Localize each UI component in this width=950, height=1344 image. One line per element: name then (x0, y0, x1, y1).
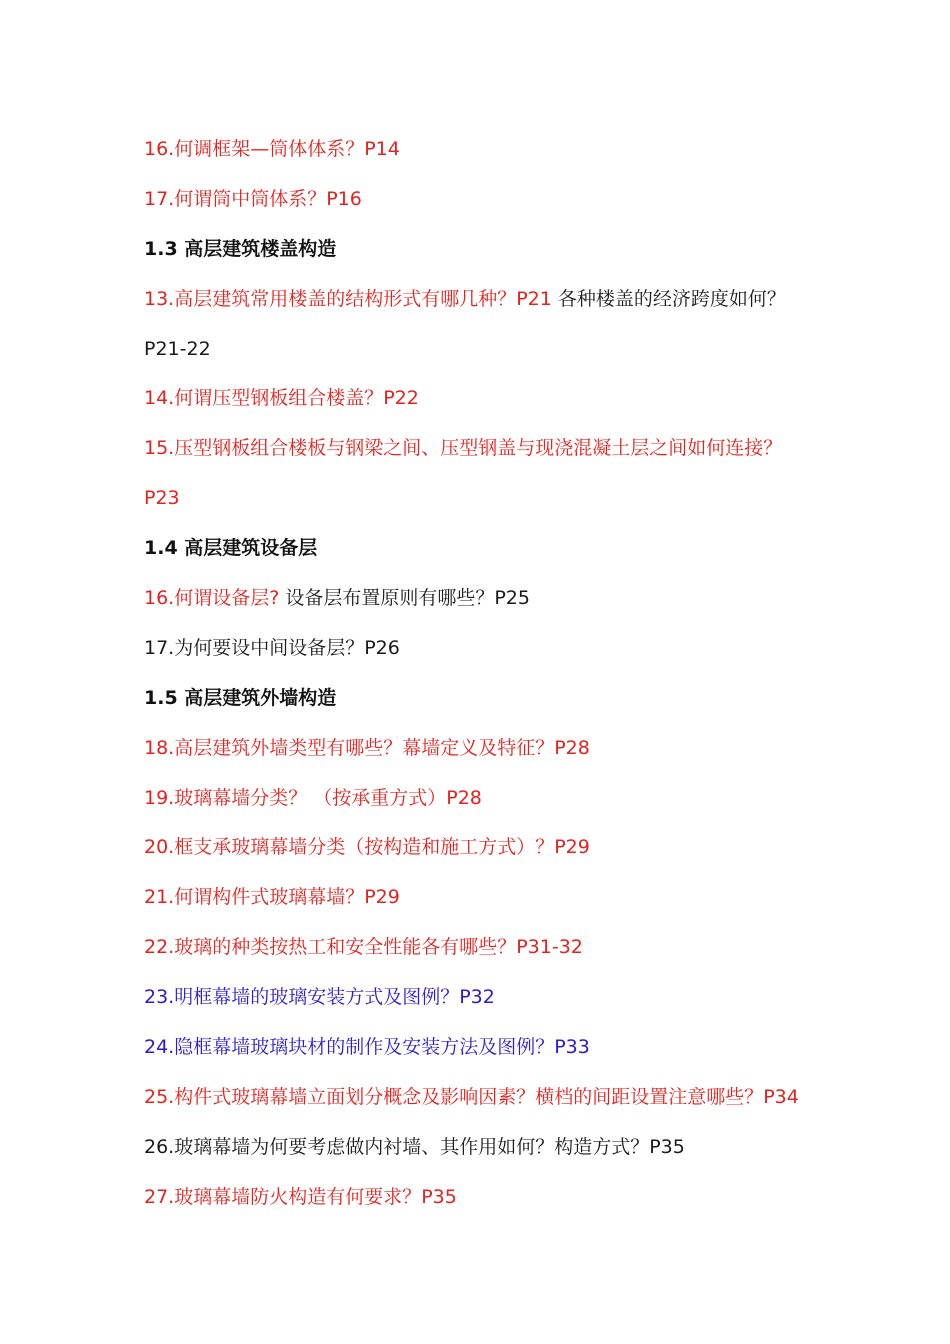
question-text: 14.何谓压型钢板组合楼盖？P22 (144, 387, 419, 410)
page-reference: P21-22 (144, 337, 211, 360)
question-text: 16.何调框架—筒体体系？P14 (144, 138, 400, 160)
question-text: 15.压型钢板组合楼板与钢梁之间、压型钢盖与现浇混凝土层之间如何连接？ (144, 437, 783, 460)
section-title: 1.4 高层建筑设备层 (144, 537, 318, 560)
question-text: 19.玻璃幕墙分类？ （按承重方式）P28 (144, 786, 482, 809)
section-title: 1.3 高层建筑楼盖构造 (144, 237, 337, 260)
question-text: 24.隐框幕墙玻璃块材的制作及安装方法及图例？P33 (144, 1036, 590, 1059)
question-text: 21.何谓构件式玻璃幕墙？P29 (144, 886, 400, 909)
question-text: 25.构件式玻璃幕墙立面划分概念及影响因素？横档的间距设置注意哪些？P34 (144, 1085, 799, 1108)
question-text: 17.为何要设中间设备层？P26 (144, 636, 400, 659)
section-title: 1.5 高层建筑外墙构造 (144, 686, 337, 709)
question-14-composite-floor (144, 380, 844, 430)
question-text-black: 各种楼盖的经济跨度如何？ (551, 287, 786, 310)
question-19-curtain-wall-classification (144, 780, 844, 830)
question-26-inner-lining-wall (144, 1129, 844, 1179)
question-text: 17.何谓筒中筒体系？P16 (144, 187, 362, 210)
question-text: 20.框支承玻璃幕墙分类（按构造和施工方式）？P29 (144, 836, 590, 859)
question-17-tube-in-tube (144, 181, 844, 231)
question-text: 22.玻璃的种类按热工和安全性能各有哪些？P31-32 (144, 936, 583, 959)
question-21-stick-system (144, 879, 844, 929)
question-15-page-ref (144, 480, 844, 530)
question-15-connection (144, 430, 844, 480)
section-heading-1-5 (144, 680, 844, 730)
question-23-exposed-frame (144, 979, 844, 1029)
question-text: 27.玻璃幕墙防火构造有何要求？P35 (144, 1185, 457, 1208)
section-heading-1-4 (144, 530, 844, 580)
question-25-facade-division (144, 1079, 844, 1129)
section-heading-1-3 (144, 231, 844, 281)
question-18-exterior-wall (144, 730, 844, 780)
question-text-red: 13.高层建筑常用楼盖的结构形式有哪几种？P21 (144, 287, 552, 310)
question-13-page-ref (144, 331, 844, 381)
question-text-black: 设备层布置原则有哪些？P25 (279, 587, 530, 610)
question-text: 23.明框幕墙的玻璃安装方式及图例？P32 (144, 986, 495, 1009)
question-list (144, 131, 844, 1229)
question-13-floor-structure (144, 281, 844, 331)
page-reference: P23 (144, 487, 180, 510)
question-text: 18.高层建筑外墙类型有哪些？幕墙定义及特征？P28 (144, 736, 590, 759)
question-27-fire-protection (144, 1179, 844, 1229)
question-text: 26.玻璃幕墙为何要考虑做内衬墙、其作用如何？构造方式？P35 (144, 1135, 685, 1158)
question-16-equipment-floor (144, 580, 844, 630)
question-22-glass-types (144, 929, 844, 979)
question-17-middle-equipment-floor (144, 630, 844, 680)
question-20-frame-supported (144, 829, 844, 879)
question-16-framed-tube (144, 131, 844, 181)
question-text-red: 16.何谓设备层? (144, 587, 280, 610)
question-24-hidden-frame (144, 1029, 844, 1079)
